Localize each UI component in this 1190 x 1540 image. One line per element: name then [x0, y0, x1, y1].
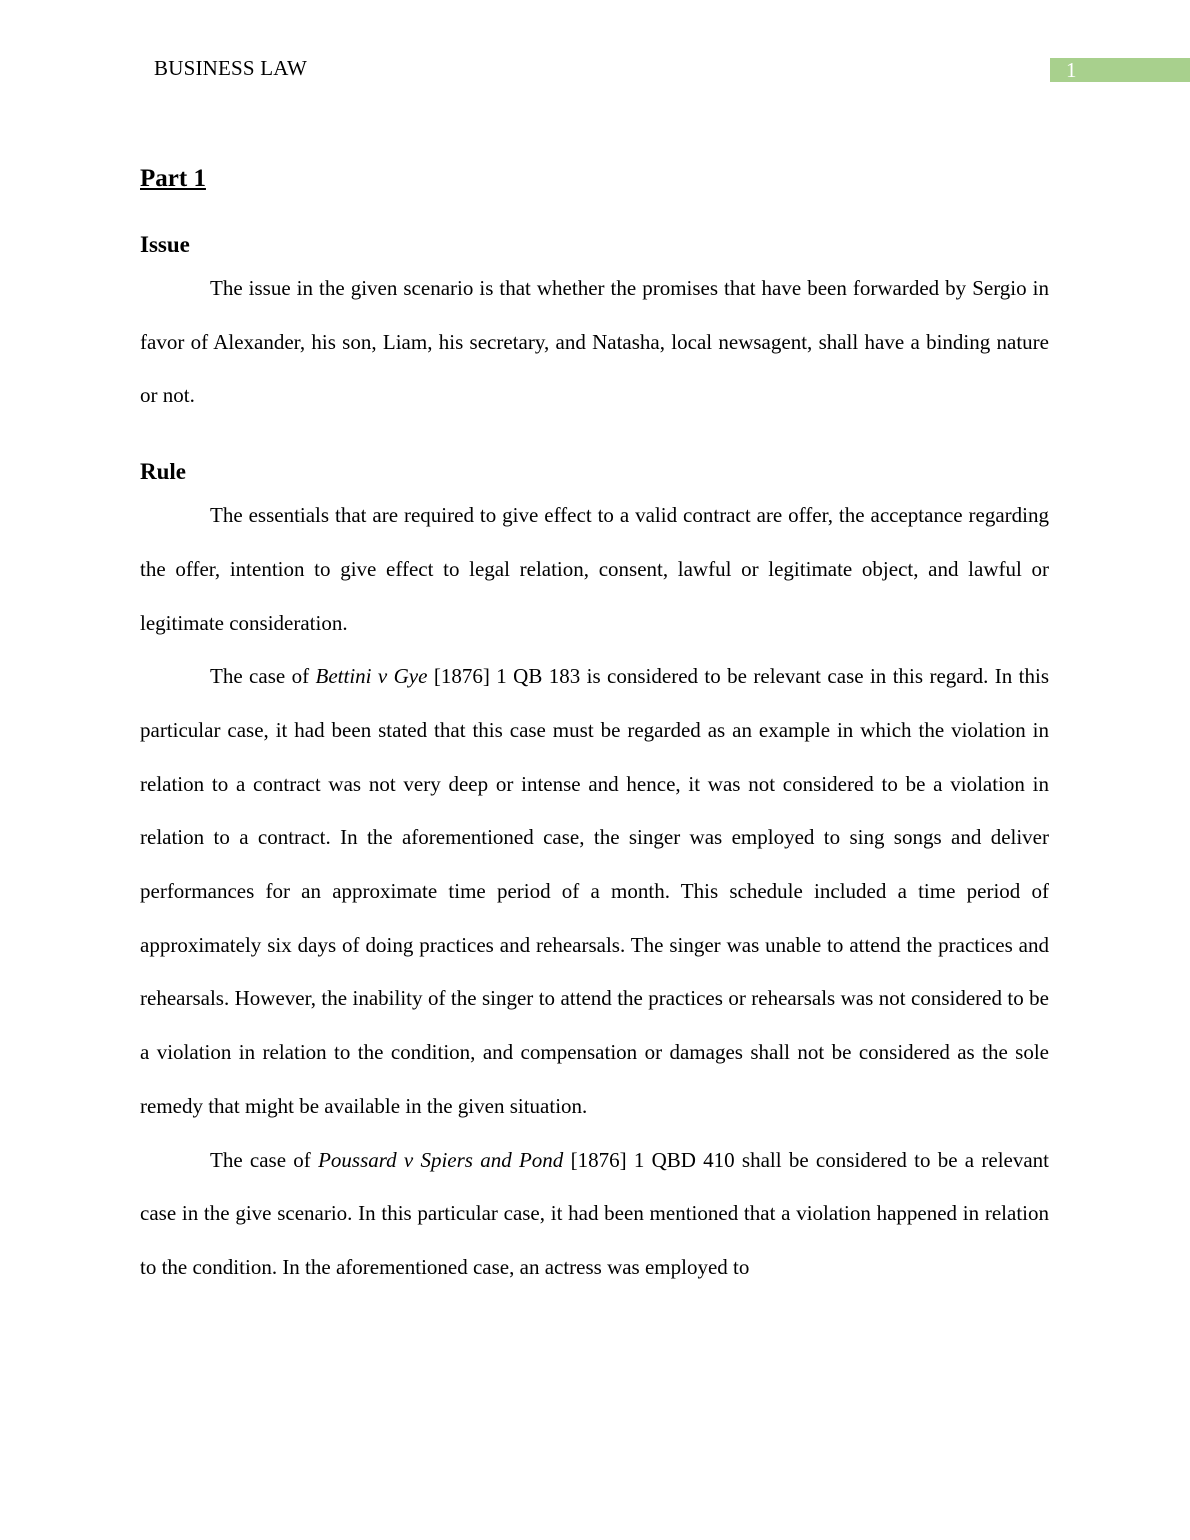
paragraph-text: [1876] 1 QB 183 is considered to be relevant case in this regard. In this particular case, it had been stated that this case must be regarded as an example in which the violation in relation to a contract was not very deep or intense and hence, it was not considered to be a violation in relation to a contract. In the aforementioned case, the singer was employed to sing songs and deliver performances for an approximate time period of a month. This schedule included a time period of approximately six days of doing practices and rehearsals. The singer was unable to attend the practices and rehearsals. However, the inability of the singer to attend the practices or rehearsals was not considered to be a violation in relation to the condition, and compensation or damages shall not be considered as the sole remedy that might be available in the given situation.	[140, 664, 1049, 1118]
rule-paragraph-1: The essentials that are required to give effect to a valid contract are offer, the acceptance regarding the offer, intention to give effect to legal relation, consent, lawful or legitimate object, and lawful or legitimate consideration.	[140, 503, 1049, 635]
page-number: 1	[1066, 58, 1077, 82]
part-title: Part 1	[140, 165, 206, 192]
page-number-bar	[1050, 58, 1190, 82]
rule-paragraph-2	[140, 650, 1049, 1133]
case-name-bettini-v-gye: Bettini v Gye	[315, 664, 428, 689]
paragraph-text: [1876] 1 QBD 410 shall be considered to be a relevant case in the give scenario. In this particular case, it had been mentioned that a violation happened in relation to the condition. In the aforementioned case, an actress was employed to	[140, 1147, 1050, 1279]
issue-paragraph: The issue in the given scenario is that whether the promises that have been forwarded by Sergio in favor of Alexander, his son, Liam, his secretary, and Natasha, local newsagent, shall have a binding nature or not.	[140, 276, 1049, 408]
issue-heading: Issue	[140, 232, 190, 257]
rule-heading: Rule	[140, 459, 186, 485]
paragraph-lead: The case of	[210, 1147, 319, 1172]
running-head: BUSINESS LAW	[154, 56, 307, 80]
document-body	[140, 160, 1049, 1295]
paragraph-lead: The case of	[210, 664, 316, 689]
case-name-poussard-v-spiers-and-pond: Poussard v Spiers and Pond	[318, 1147, 564, 1172]
rule-paragraph-3	[140, 1134, 1049, 1295]
